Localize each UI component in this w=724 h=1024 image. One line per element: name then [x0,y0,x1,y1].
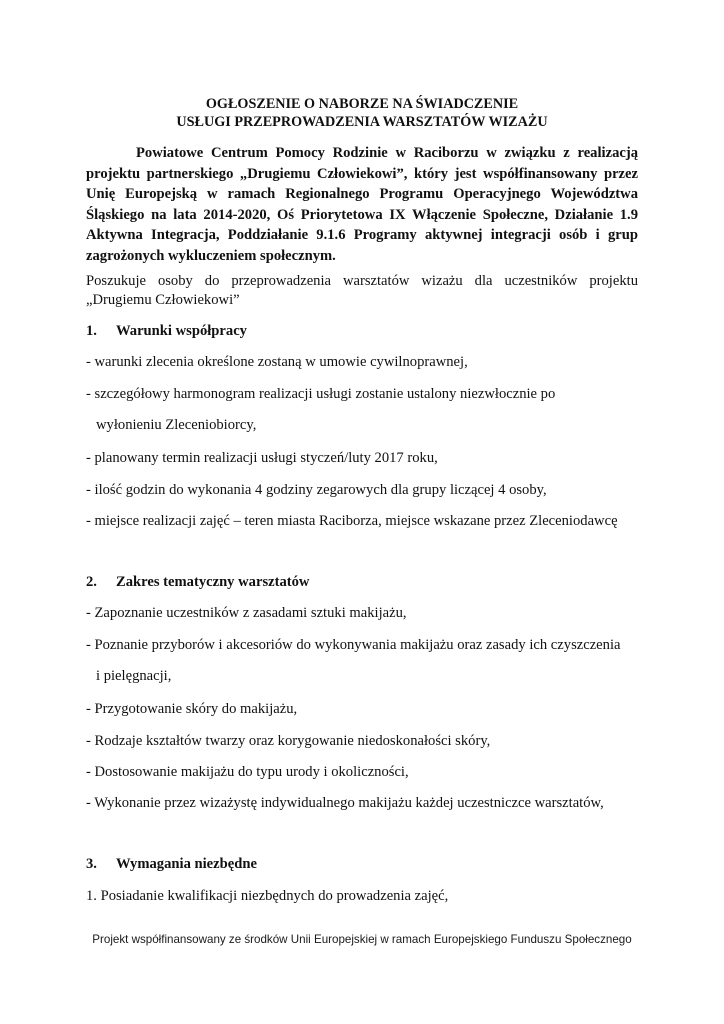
section3-item: 1. Posiadanie kwalifikacji niezbędnych do prowadzenia zajęć, [86,888,449,904]
search-paragraph: Poszukuje osoby do przeprowadzenia warsztatów wizażu dla uczestników projektu „Drugiemu Człowiekowi” [86,273,638,308]
section2-title: Zakres tematyczny warsztatów [116,574,310,590]
section3-heading [86,855,257,873]
section1-item: - ilość godzin do wykonania 4 godziny zegarowych dla grupy liczącej 4 osoby, [86,482,547,498]
document-title-line1: OGŁOSZENIE O NABORZE NA ŚWIADCZENIE [205,96,519,112]
section1-item: - planowany termin realizacji usługi styczeń/luty 2017 roku, [86,450,438,466]
section2-item: - Zapoznanie uczestników z zasadami sztuki makijażu, [86,605,407,621]
section1-number: 1. [86,323,97,339]
section2-item: - Przygotowanie skóry do makijażu, [86,701,298,717]
section3-number: 3. [86,856,97,872]
document-title-line2: USŁUGI PRZEPROWADZENIA WARSZTATÓW WIZAŻU [176,114,548,130]
section2-heading [86,573,309,591]
section1-item: - szczegółowy harmonogram realizacji usługi zostanie ustalony niezwłocznie po [86,386,556,402]
section2-item: - Poznanie przyborów i akcesoriów do wykonywania makijażu oraz zasady ich czyszczenia [86,637,621,653]
section2-item: - Wykonanie przez wizażystę indywidualnego makijażu każdej uczestniczce warsztatów, [86,795,604,811]
section2-item: - Rodzaje kształtów twarzy oraz korygowanie niedoskonałości skóry, [86,733,491,749]
section1-heading [86,322,247,340]
section1-item: - warunki zlecenia określone zostaną w umowie cywilnoprawnej, [86,354,468,370]
section1-item: - miejsce realizacji zajęć – teren miasta Raciborza, miejsce wskazane przez Zleceniodawcę [86,513,618,529]
section2-number: 2. [86,574,97,590]
section1-title: Warunki współpracy [116,323,247,339]
section2-item-continuation: i pielęgnacji, [96,668,172,684]
section2-item: - Dostosowanie makijażu do typu urody i okoliczności, [86,764,409,780]
page-footer: Projekt współfinansowany ze środków Unii Europejskiej w ramach Europejskiego Funduszu Społecznego [92,933,632,946]
intro-paragraph: Powiatowe Centrum Pomocy Rodzinie w Raciborzu w związku z realizacją projektu partnerskiego „Drugiemu Człowiekowi”, który jest współfinansowany przez Unię Europejską w ramach Regionalnego Programu Operacyjnego Województwa Śląskiego na lata 2014-2020, Oś Priorytetowa IX Włączenie Społeczne, Działanie 1.9 Aktywna Integracja, Poddziałanie 9.1.6 Programy aktywnej integracji osób i grup zagrożonych wykluczeniem społecznym. [86,145,638,264]
section3-title: Wymagania niezbędne [116,856,257,872]
section1-item-continuation: wyłonieniu Zleceniobiorcy, [96,417,257,433]
